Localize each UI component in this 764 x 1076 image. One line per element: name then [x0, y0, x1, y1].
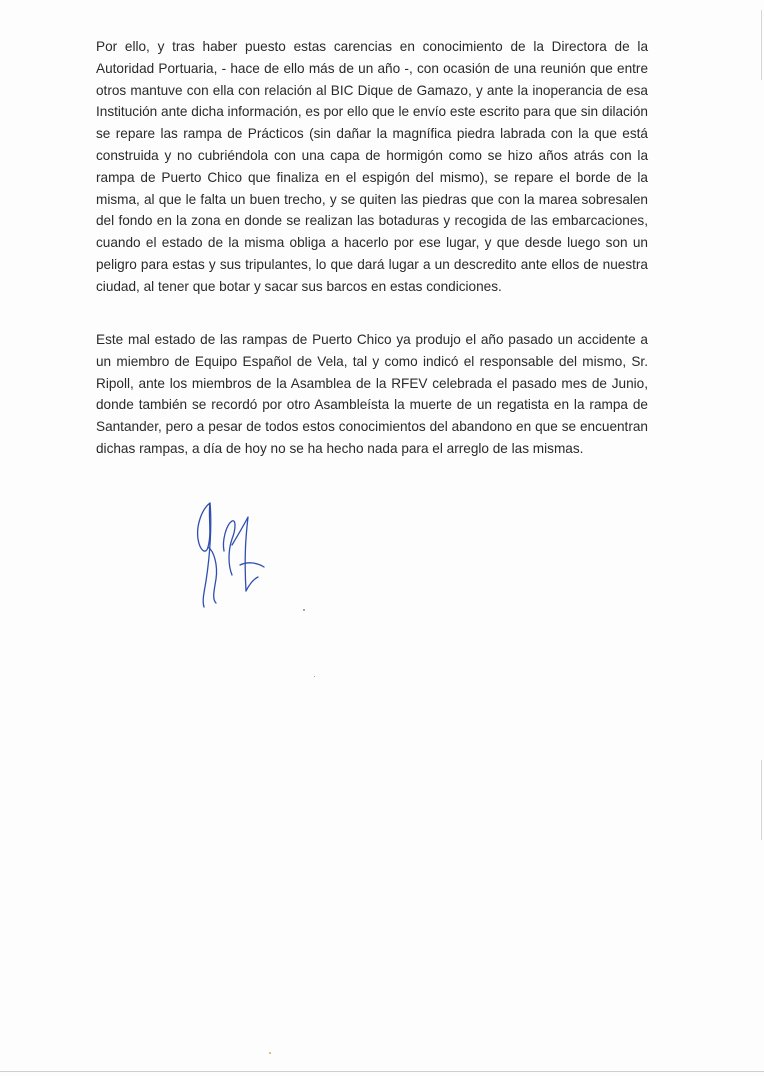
scan-speck [314, 676, 315, 677]
scan-bottom-edge [0, 1071, 764, 1072]
scan-speck [303, 609, 305, 611]
scan-edge-line [761, 10, 762, 80]
body-paragraph-1: Por ello, y tras haber puesto estas carencias en conocimiento de la Directora de la Autoridad Portuaria, - hace de ello más de un año -, con ocasión de una reunión que entre otros mantuve con ella con relación al BIC Dique de Gamazo, y ante la inoperancia de esa Institución ante dicha información, es por ello que le envío este escrito para que sin dilación se repare las rampa de Prácticos (sin dañar la magnífica piedra labrada con la que está construida y no cubriéndola con una capa de hormigón como se hizo años atrás con la rampa de Puerto Chico que finaliza en el espigón del mismo), se repare el borde de la misma, al que le falta un buen trecho, y se quiten las piedras que con la marea sobresalen del fondo en la zona en donde se realizan las botaduras y recogida de las embarcaciones, cuando el estado de la misma obliga a hacerlo por ese lugar, y que desde luego son un peligro para estas y sus tripulantes, lo que dará lugar a un descredito ante ellos de nuestra ciudad, al tener que botar y sacar sus barcos en estas condiciones. [96, 39, 648, 294]
body-paragraph-2: Este mal estado de las rampas de Puerto Chico ya produjo el año pasado un accidente a un miembro de Equipo Español de Vela, tal y como indicó el responsable del mismo, Sr. Ripoll, ante los miembros de la Asamblea de la RFEV celebrada el pasado mes de Junio, donde también se recordó por otro Asambleísta la muerte de un regatista en la rampa de Santander, pero a pesar de todos estos conocimientos del abandono en que se encuentran dichas rampas, a día de hoy no se ha hecho nada para el arreglo de las mismas. [96, 332, 648, 456]
scan-speck [269, 1052, 271, 1054]
scan-edge-line [761, 760, 762, 840]
handwritten-signature [188, 495, 278, 615]
